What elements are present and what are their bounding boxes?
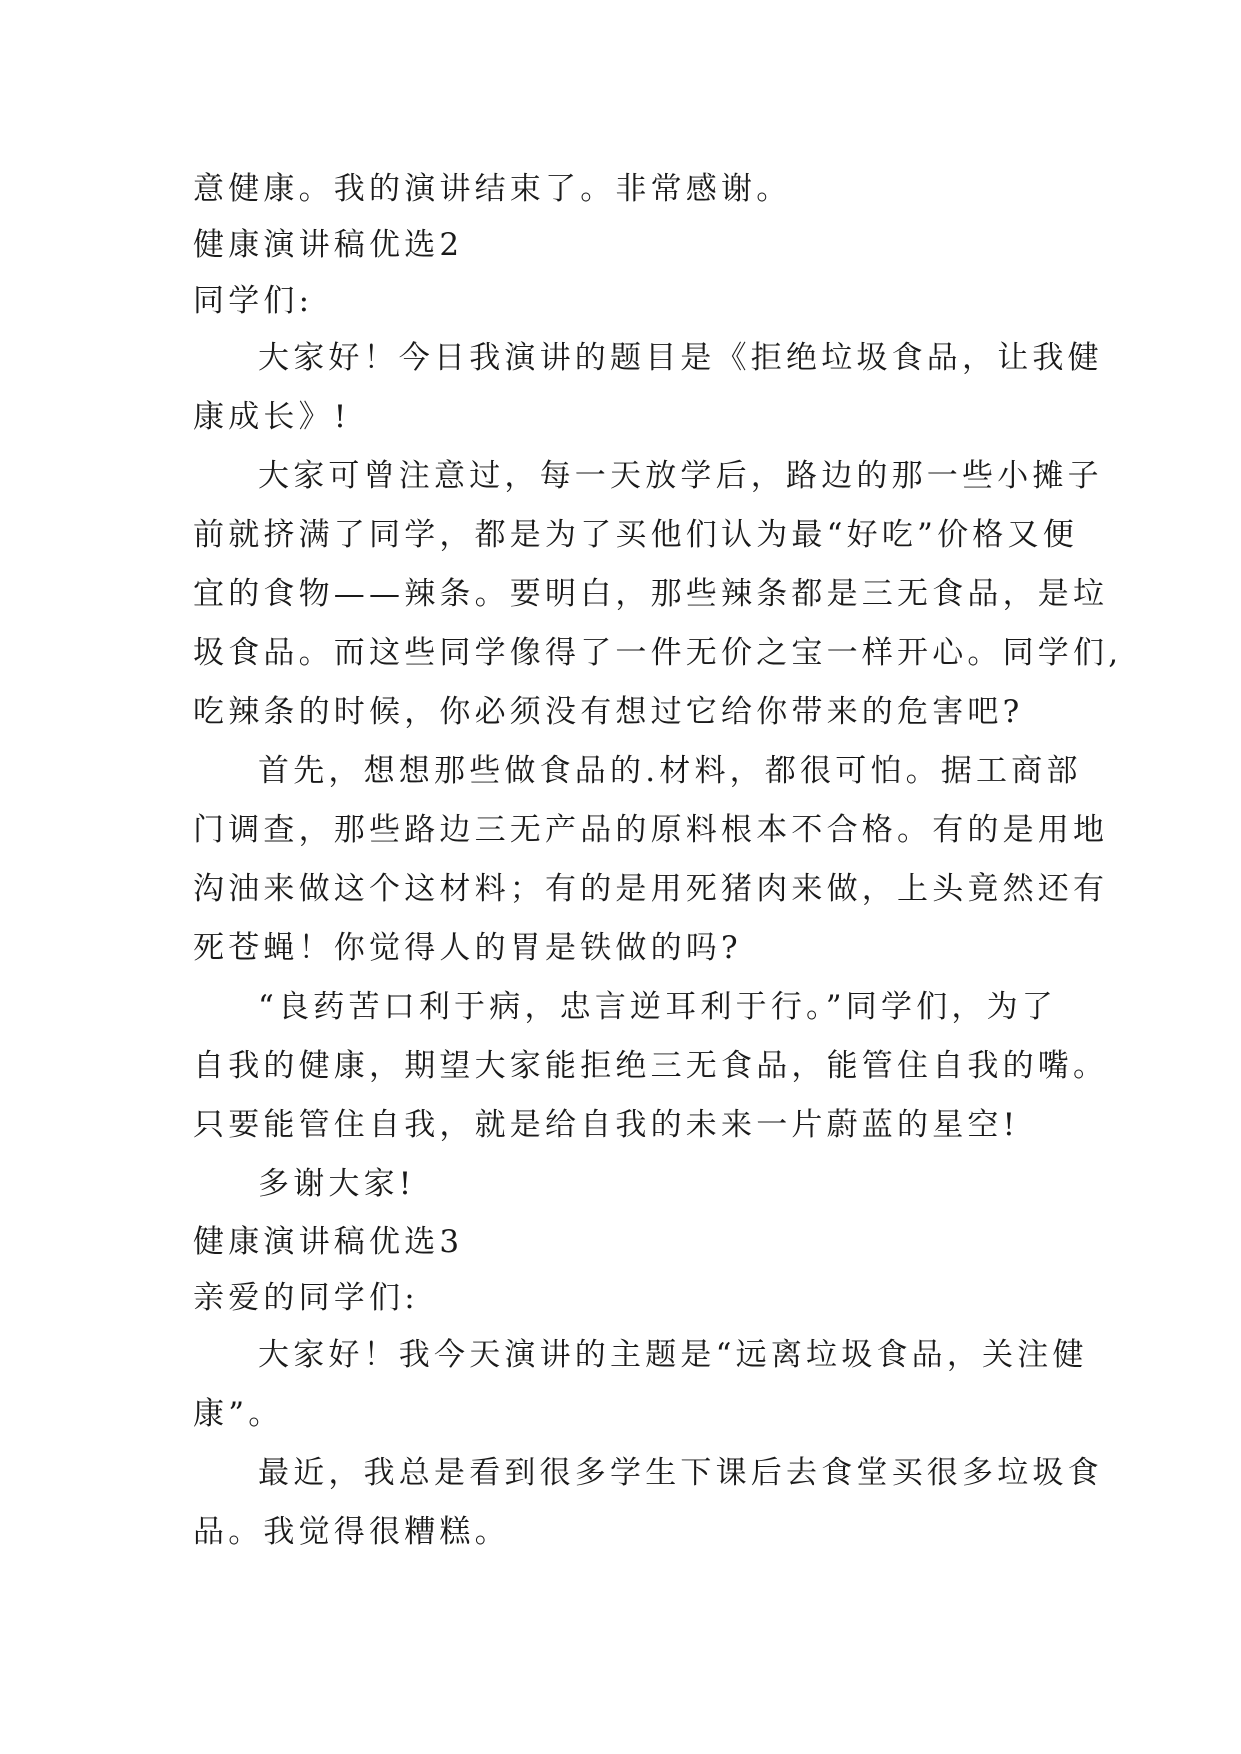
paragraph-line: 最近，我总是看到很多学生下课后去食堂买很多垃圾食 — [258, 1455, 1103, 1491]
section-heading: 健康演讲稿优选2 — [193, 227, 464, 263]
paragraph-line: 前就挤满了同学，都是为了买他们认为最“好吃”价格又便 — [193, 517, 1078, 553]
paragraph-line: 品。我觉得很糟糕。 — [193, 1514, 510, 1550]
paragraph-line: 吃辣条的时候，你必须没有想过它给你带来的危害吧? — [193, 694, 1024, 730]
paragraph-line: 康成长》! — [193, 399, 351, 435]
section-heading: 健康演讲稿优选3 — [193, 1224, 464, 1260]
document-body — [193, 161, 1123, 1562]
paragraph-line: 康”。 — [193, 1396, 284, 1432]
paragraph-line: 圾食品。而这些同学像得了一件无价之宝一样开心。同学们, — [193, 635, 1123, 671]
paragraph-line: 大家好！我今天演讲的主题是“远离垃圾食品，关注健 — [258, 1337, 1088, 1373]
paragraph-line: 只要能管住自我，就是给自我的未来一片蔚蓝的星空! — [193, 1107, 1020, 1143]
paragraph-line: 多谢大家! — [258, 1166, 416, 1202]
paragraph-line: “良药苦口利于病，忠言逆耳利于行。”同学们，为了 — [258, 989, 1057, 1025]
paragraph-line: 死苍蝇！你觉得人的胃是铁做的吗? — [193, 930, 742, 966]
paragraph-line: 意健康。我的演讲结束了。非常感谢。 — [193, 171, 792, 207]
paragraph-line: 沟油来做这个这材料；有的是用死猪肉来做，上头竟然还有 — [193, 871, 1109, 907]
paragraph-line: 门调查，那些路边三无产品的原料根本不合格。有的是用地 — [193, 812, 1109, 848]
paragraph-line: 首先，想想那些做食品的.材料，都很可怕。据工商部 — [258, 753, 1082, 789]
salutation: 亲爱的同学们: — [193, 1280, 419, 1316]
paragraph-line: 大家可曾注意过，每一天放学后，路边的那一些小摊子 — [258, 458, 1103, 494]
salutation: 同学们: — [193, 283, 314, 319]
paragraph-line: 大家好！今日我演讲的题目是《拒绝垃圾食品，让我健 — [258, 340, 1103, 376]
paragraph-line: 自我的健康，期望大家能拒绝三无食品，能管住自我的嘴。 — [193, 1048, 1109, 1084]
paragraph-line: 宜的食物——辣条。要明白，那些辣条都是三无食品，是垃 — [193, 576, 1109, 612]
